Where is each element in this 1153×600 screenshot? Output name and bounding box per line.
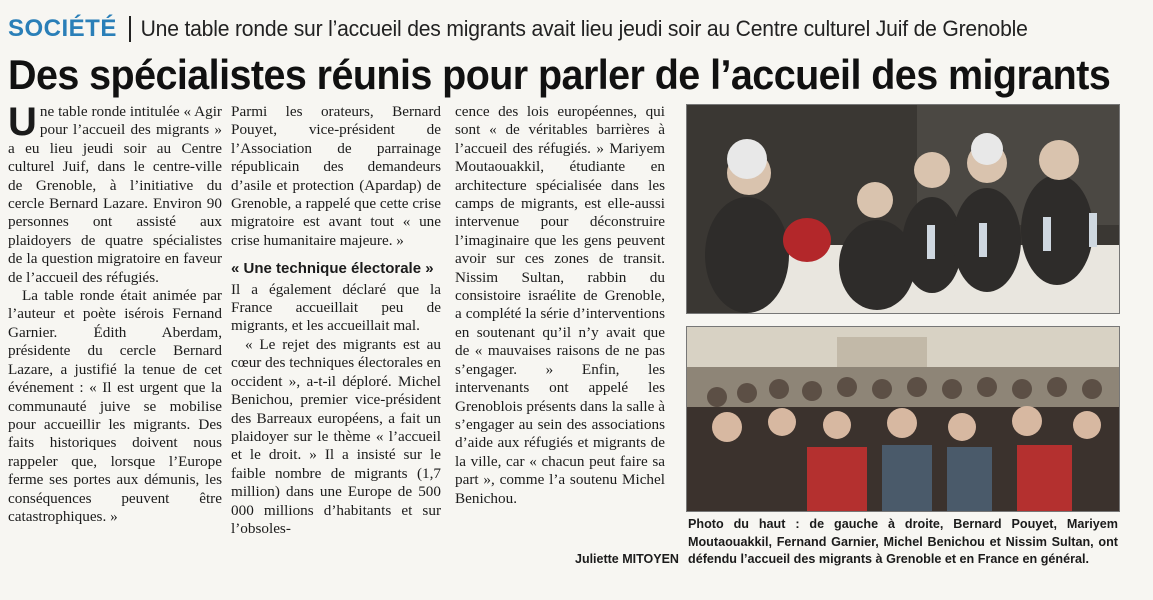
audience-photo-illustration bbox=[687, 327, 1119, 511]
photo-panel-speakers bbox=[686, 104, 1120, 314]
article-column-2 bbox=[231, 103, 441, 538]
drop-cap: U bbox=[8, 100, 37, 144]
photo-caption: Photo du haut : de gauche à droite, Bernard Pouyet, Mariyem Moutaouakkil, Fernand Garnier, Michel Benichou et Nissim Sultan, ont défendu l’accueil des migrants à Grenoble et en France en général. bbox=[688, 517, 1118, 567]
paragraph: Il a également déclaré que la France accueillait peu de migrants, et les accueillait mal. bbox=[231, 280, 441, 335]
speakers-photo-illustration bbox=[687, 105, 1119, 313]
paragraph: cence des lois européennes, qui sont « de véritables barrières à l’accueil des réfugiés. » Mariyem Moutaouakkil, étudiante en architecture spécialisée dans les camps de migrants, est elle-aussi intervenue pour déconstruire l’imaginaire que les gens peuvent avoir sur ces zones de transit. Nissim Sultan, rabbin du consistoire israélite de Grenoble, a complété la série d’interventions en soutenant qu’il n’y avait que de « mauvaises raisons de ne pas s’engager. » Enfin, les intervenants ont appelé les Grenoblois présents dans la salle à s’engager au sein des associations d’aide aux réfugiés et migrants de la ville, car « chacun peut faire sa part », comme l’a soutenu Michel Benichou. bbox=[455, 103, 665, 507]
paragraph-text: ne table ronde intitulée « Agir pour l’accueil des migrants » a eu lieu jeudi soir au Centre culturel Juif, dans le centre-ville de Grenoble, à l’initiative du cercle Bernard Lazare. Environ 90 personnes ont assisté aux plaidoyers de quatre spécialistes de la question migratoire en faveur de l’accueil des réfugiés. bbox=[8, 103, 222, 286]
paragraph: La table ronde était animée par l’auteur et poète isérois Fernand Garnier. Édith Aberdam, présidente du cercle Bernard Lazare, a justifié la tenue de cet événement : « Il est urgent que la communauté juive se mobilise pour accueillir les migrants. Des faits historiques doivent nous rappeler que, lorsque l’Europe ferme ses portes aux démunis, les conséquences peuvent être catastrophiques. » bbox=[8, 287, 222, 525]
paragraph: Parmi les orateurs, Bernard Pouyet, vice-président de l’Association de parrainage républicain des demandeurs d’asile et protection (Apardap) de Grenoble, a rappelé que cette crise migratoire est avant tout « une crise humanitaire majeure. » bbox=[231, 103, 441, 249]
headline: Des spécialistes réunis pour parler de l’accueil des migrants bbox=[8, 51, 1111, 98]
subheading: « Une technique électorale » bbox=[231, 260, 434, 278]
section-label: SOCIÉTÉ bbox=[8, 16, 131, 42]
article-column-3 bbox=[455, 103, 665, 508]
article-column-1 bbox=[8, 100, 222, 526]
photo-panel-audience bbox=[686, 326, 1120, 512]
byline: Juliette MITOYEN bbox=[575, 552, 679, 566]
kicker-row bbox=[8, 12, 1133, 46]
kicker: Une table ronde sur l’accueil des migrants avait lieu jeudi soir au Centre culturel Juif de Grenoble bbox=[140, 16, 1028, 41]
paragraph: « Le rejet des migrants est au cœur des techniques électorales en occident », a-t-il déploré. Michel Benichou, premier vice-président des Barreaux européens, a fait un plaidoyer sur le thème « l’accueil et le droit. » Il a insisté sur le faible nombre de migrants (1,7 million) dans une Europe de 500 000 millions d’habitants et sur l’obsoles- bbox=[231, 335, 441, 537]
paragraph bbox=[8, 100, 222, 287]
